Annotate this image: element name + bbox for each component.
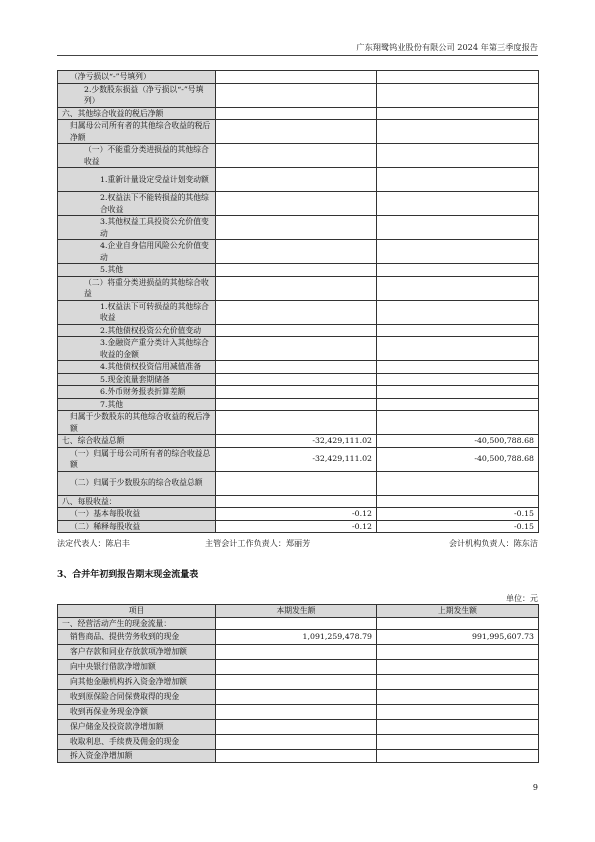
current-period-value: [216, 240, 377, 264]
row-label: 八、每股收益：: [58, 495, 216, 508]
current-period-value: [216, 660, 377, 675]
previous-period-value: -40,500,788.68: [377, 435, 539, 448]
current-period-value: [216, 192, 377, 216]
previous-period-value: [377, 705, 539, 720]
row-label: 收到再保业务现金净额: [58, 705, 216, 720]
row-label: （净亏损以“-”号填列）: [58, 71, 216, 84]
previous-period-value: [377, 192, 539, 216]
previous-period-value: [377, 690, 539, 705]
current-period-value: [216, 471, 377, 495]
row-label: 7.其他: [58, 398, 216, 411]
current-period-value: [216, 144, 377, 168]
table-row: [58, 107, 539, 120]
table-row: [58, 660, 539, 675]
row-label: 1.重新计量设定受益计划变动额: [58, 168, 216, 192]
row-label: 3.金融资产重分类计入其他综合收益的金额: [58, 337, 216, 361]
table-row: [58, 471, 539, 495]
row-label: 6.外币财务报表折算差额: [58, 386, 216, 399]
current-period-value: -32,429,111.02: [216, 435, 377, 448]
row-label: 2.权益法下不能转损益的其他综合收益: [58, 192, 216, 216]
row-label: 收到原保险合同保费取得的现金: [58, 690, 216, 705]
current-period-value: [216, 495, 377, 508]
row-label: 向中央银行借款净增加额: [58, 660, 216, 675]
previous-period-value: -0.15: [377, 508, 539, 521]
previous-period-value: [377, 750, 539, 763]
previous-period-value: [377, 276, 539, 300]
row-label: 1.权益法下可转损益的其他综合收益: [58, 300, 216, 324]
previous-period-value: [377, 373, 539, 386]
table-row: [58, 675, 539, 690]
current-period-value: [216, 720, 377, 735]
previous-period-value: [377, 361, 539, 374]
current-period-value: [216, 398, 377, 411]
table-row: [58, 144, 539, 168]
current-period-value: 1,091,259,478.79: [216, 630, 377, 645]
previous-period-value: [377, 216, 539, 240]
previous-period-value: [377, 617, 539, 630]
table-row: [58, 216, 539, 240]
table-row: [58, 435, 539, 448]
current-period-value: [216, 617, 377, 630]
row-label: 销售商品、提供劳务收到的现金: [58, 630, 216, 645]
current-period-value: [216, 411, 377, 435]
table-row: [58, 168, 539, 192]
table-row: [58, 398, 539, 411]
row-label: 一、经营活动产生的现金流量：: [58, 617, 216, 630]
row-label: 3.其他权益工具投资公允价值变动: [58, 216, 216, 240]
table-row: [58, 71, 539, 84]
row-label: （二）归属于少数股东的综合收益总额: [58, 471, 216, 495]
current-period-value: [216, 750, 377, 763]
previous-period-value: [377, 386, 539, 399]
row-label: （二）将重分类进损益的其他综合收益: [58, 276, 216, 300]
cash-flow-table: [57, 604, 539, 763]
page-number: 9: [532, 783, 538, 792]
row-label: 5.其他: [58, 264, 216, 277]
table-row: [58, 264, 539, 277]
previous-period-value: [377, 83, 539, 107]
previous-period-value: [377, 120, 539, 144]
previous-period-value: -0.15: [377, 520, 539, 533]
table-row: [58, 447, 539, 471]
previous-period-value: [377, 168, 539, 192]
previous-period-value: [377, 735, 539, 750]
current-period-value: [216, 83, 377, 107]
current-period-value: [216, 705, 377, 720]
table-row: [58, 83, 539, 107]
table-row: [58, 645, 539, 660]
previous-period-value: [377, 264, 539, 277]
previous-period-value: [377, 107, 539, 120]
table-row: [58, 240, 539, 264]
header-item: 项目: [58, 605, 216, 618]
accounting-head: 主管会计工作负责人：郑丽芳: [205, 538, 311, 548]
current-period-value: [216, 120, 377, 144]
table-row: [58, 735, 539, 750]
previous-period-value: [377, 71, 539, 84]
current-period-value: -0.12: [216, 508, 377, 521]
row-label: 拆入资金净增加额: [58, 750, 216, 763]
income-statement-table: [57, 70, 539, 533]
row-label: 2.少数股东损益（净亏损以“-”号填列）: [58, 83, 216, 107]
previous-period-value: [377, 645, 539, 660]
previous-period-value: [377, 300, 539, 324]
previous-period-value: -40,500,788.68: [377, 447, 539, 471]
current-period-value: [216, 300, 377, 324]
table-row: [58, 276, 539, 300]
current-period-value: -0.12: [216, 520, 377, 533]
row-label: 归属母公司所有者的其他综合收益的税后净额: [58, 120, 216, 144]
previous-period-value: [377, 495, 539, 508]
row-label: 归属于少数股东的其他综合收益的税后净额: [58, 411, 216, 435]
current-period-value: [216, 264, 377, 277]
current-period-value: [216, 690, 377, 705]
row-label: 保户储金及投资款净增加额: [58, 720, 216, 735]
table-row: [58, 750, 539, 763]
row-label: 七、综合收益总额: [58, 435, 216, 448]
row-label: 六、其他综合收益的税后净额: [58, 107, 216, 120]
current-period-value: [216, 386, 377, 399]
previous-period-value: [377, 471, 539, 495]
row-label: （二）稀释每股收益: [58, 520, 216, 533]
previous-period-value: [377, 720, 539, 735]
current-period-value: [216, 645, 377, 660]
header-previous: 上期发生额: [377, 605, 539, 618]
previous-period-value: [377, 240, 539, 264]
row-label: （一）基本每股收益: [58, 508, 216, 521]
table-row: [58, 508, 539, 521]
previous-period-value: [377, 144, 539, 168]
table-row: [58, 705, 539, 720]
table-header-row: [58, 605, 539, 618]
table-row: [58, 337, 539, 361]
table-row: [58, 411, 539, 435]
current-period-value: [216, 735, 377, 750]
current-period-value: [216, 373, 377, 386]
row-label: 5.现金流量套期储备: [58, 373, 216, 386]
current-period-value: [216, 324, 377, 337]
table-row: [58, 520, 539, 533]
table-row: [58, 361, 539, 374]
previous-period-value: [377, 398, 539, 411]
section-title: 3、合并年初到报告期末现金流量表: [57, 570, 199, 580]
current-period-value: [216, 361, 377, 374]
row-label: 客户存款和同业存放款项净增加额: [58, 645, 216, 660]
current-period-value: [216, 168, 377, 192]
accounting-dept-head: 会计机构负责人：陈东洁: [448, 538, 538, 548]
previous-period-value: [377, 337, 539, 361]
table-row: [58, 720, 539, 735]
row-label: （一）不能重分类进损益的其他综合收益: [58, 144, 216, 168]
report-header: 广东翔鹭钨业股份有限公司 2024 年第三季度报告: [356, 42, 538, 52]
current-period-value: [216, 337, 377, 361]
table-row: [58, 617, 539, 630]
current-period-value: [216, 107, 377, 120]
table-row: [58, 386, 539, 399]
previous-period-value: [377, 660, 539, 675]
table-row: [58, 192, 539, 216]
row-label: 2.其他债权投资公允价值变动: [58, 324, 216, 337]
previous-period-value: 991,995,607.73: [377, 630, 539, 645]
previous-period-value: [377, 324, 539, 337]
current-period-value: -32,429,111.02: [216, 447, 377, 471]
table-row: [58, 120, 539, 144]
table-row: [58, 630, 539, 645]
table-row: [58, 495, 539, 508]
row-label: 向其他金融机构拆入资金净增加额: [58, 675, 216, 690]
header-current: 本期发生额: [216, 605, 377, 618]
previous-period-value: [377, 411, 539, 435]
row-label: 4.其他债权投资信用减值准备: [58, 361, 216, 374]
header-rule: [57, 55, 538, 56]
row-label: 收取利息、手续费及佣金的现金: [58, 735, 216, 750]
row-label: （一）归属于母公司所有者的综合收益总额: [58, 447, 216, 471]
table-row: [58, 690, 539, 705]
current-period-value: [216, 216, 377, 240]
current-period-value: [216, 71, 377, 84]
current-period-value: [216, 276, 377, 300]
table-row: [58, 324, 539, 337]
legal-representative: 法定代表人：陈启丰: [57, 538, 130, 548]
table-row: [58, 300, 539, 324]
current-period-value: [216, 675, 377, 690]
table-row: [58, 373, 539, 386]
unit-label: 单位：元: [506, 594, 538, 603]
previous-period-value: [377, 675, 539, 690]
row-label: 4.企业自身信用风险公允价值变动: [58, 240, 216, 264]
